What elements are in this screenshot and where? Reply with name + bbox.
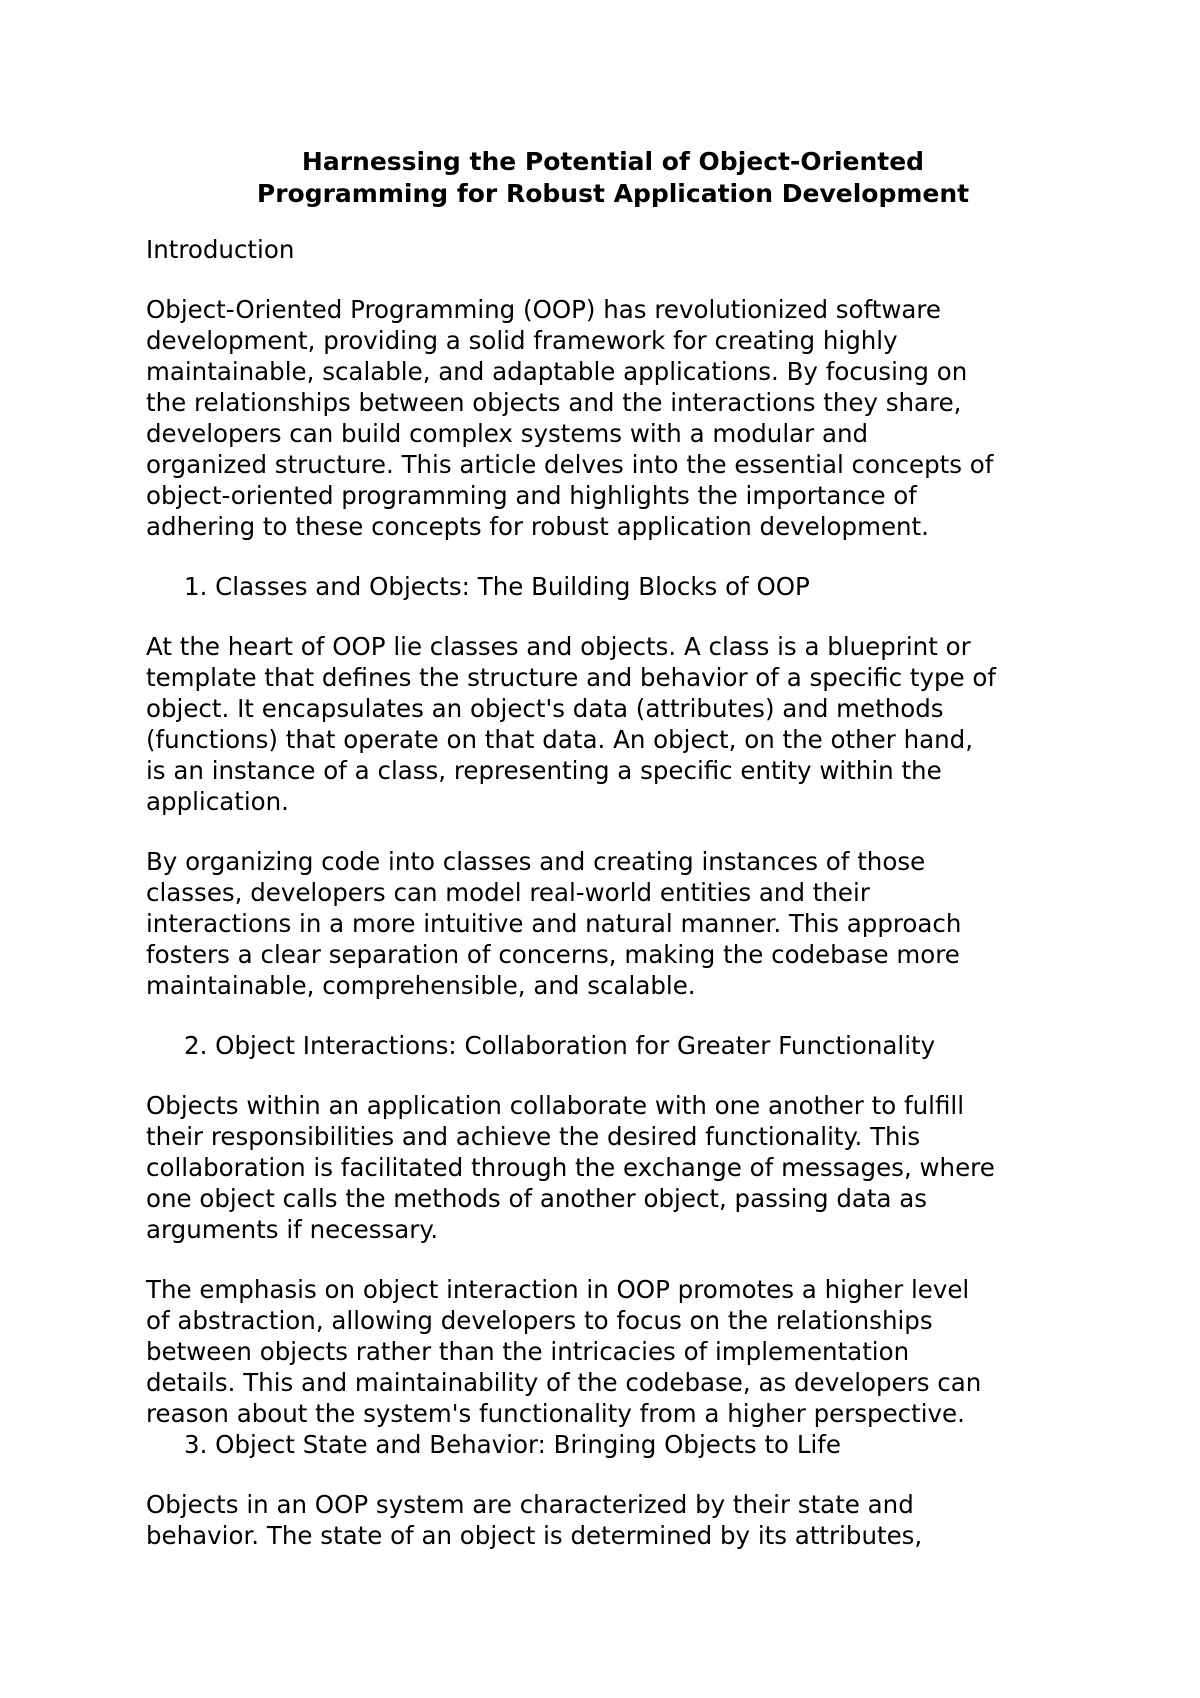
text-line: the relationships between objects and the interactions they share, <box>146 388 962 417</box>
text-line: interactions in a more intuitive and natural manner. This approach <box>146 909 962 938</box>
section-3-paragraph-1 <box>146 1489 1080 1551</box>
intro-paragraph <box>146 294 1080 542</box>
text-line: template that defines the structure and behavior of a specific type of <box>146 663 996 692</box>
text-line: maintainable, scalable, and adaptable applications. By focusing on <box>146 357 968 386</box>
text-line: one object calls the methods of another object, passing data as <box>146 1184 928 1213</box>
text-line: By organizing code into classes and creating instances of those <box>146 847 926 876</box>
intro-heading: Introduction <box>146 235 295 264</box>
text-line: classes, developers can model real-world entities and their <box>146 878 870 907</box>
section-1-heading: 1. Classes and Objects: The Building Blocks of OOP <box>184 572 810 601</box>
text-line: adhering to these concepts for robust application development. <box>146 512 929 541</box>
text-line: arguments if necessary. <box>146 1215 439 1244</box>
text-line: At the heart of OOP lie classes and objects. A class is a blueprint or <box>146 632 971 661</box>
section-1-paragraph-1 <box>146 631 1080 817</box>
title-line-1: Harnessing the Potential of Object-Oriented <box>301 147 925 176</box>
section-1-paragraph-2 <box>146 846 1080 1001</box>
text-line: details. This and maintainability of the codebase, as developers can <box>146 1368 982 1397</box>
text-line: application. <box>146 787 289 816</box>
text-line: development, providing a solid framework for creating highly <box>146 326 898 355</box>
section-2-paragraph-1 <box>146 1090 1080 1245</box>
text-line: Objects in an OOP system are characterized by their state and <box>146 1490 914 1519</box>
text-line: (functions) that operate on that data. An object, on the other hand, <box>146 725 973 754</box>
text-line: maintainable, comprehensible, and scalable. <box>146 971 696 1000</box>
text-line: reason about the system's functionality from a higher perspective. <box>146 1399 965 1428</box>
text-line: Object-Oriented Programming (OOP) has revolutionized software <box>146 295 942 324</box>
document-title <box>146 146 1080 210</box>
text-line: organized structure. This article delves into the essential concepts of <box>146 450 994 479</box>
text-line: The emphasis on object interaction in OOP promotes a higher level <box>146 1275 970 1304</box>
text-line: of abstraction, allowing developers to focus on the relationships <box>146 1306 933 1335</box>
text-line: behavior. The state of an object is determined by its attributes, <box>146 1521 923 1550</box>
text-line: developers can build complex systems with a modular and <box>146 419 869 448</box>
text-line: their responsibilities and achieve the desired functionality. This <box>146 1122 921 1151</box>
section-2-heading: 2. Object Interactions: Collaboration for Greater Functionality <box>184 1031 936 1060</box>
text-line: object. It encapsulates an object's data (attributes) and methods <box>146 694 944 723</box>
section-3-heading: 3. Object State and Behavior: Bringing Objects to Life <box>184 1430 841 1459</box>
section-2-paragraph-2 <box>146 1274 1080 1429</box>
text-line: collaboration is facilitated through the exchange of messages, where <box>146 1153 995 1182</box>
title-line-2: Programming for Robust Application Development <box>256 179 970 208</box>
text-line: Objects within an application collaborate with one another to fulfill <box>146 1091 965 1120</box>
text-line: between objects rather than the intricacies of implementation <box>146 1337 910 1366</box>
text-line: is an instance of a class, representing a specific entity within the <box>146 756 942 785</box>
text-line: object-oriented programming and highlights the importance of <box>146 481 917 510</box>
text-line: fosters a clear separation of concerns, making the codebase more <box>146 940 960 969</box>
